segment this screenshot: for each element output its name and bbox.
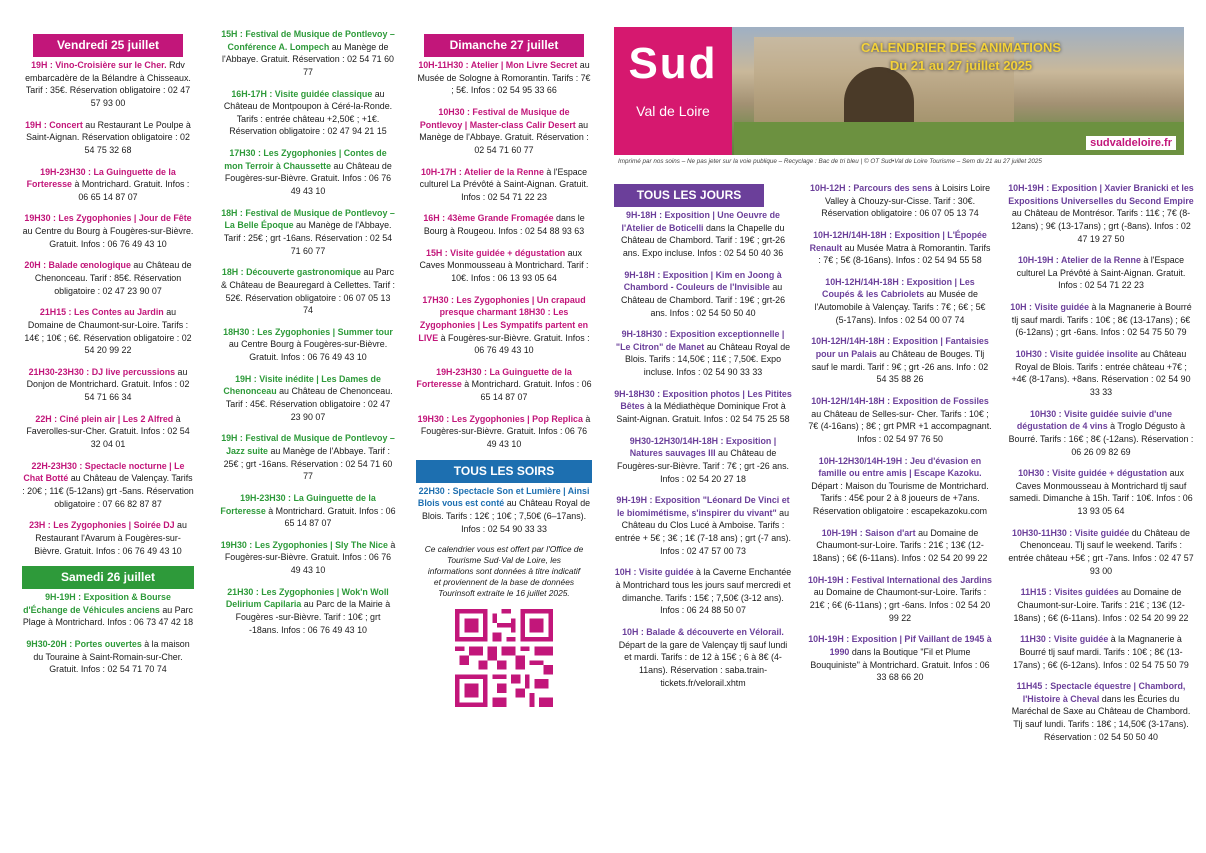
event-title: 10H30 : Visite guidée suivie d'une dégustation de 4 vins [1016, 408, 1173, 432]
event-title: 9H-18H30 : Exposition photos | Les Pitites Bêtes [614, 388, 792, 412]
event-title: 10H-11H30 : Atelier | Mon Livre Secret [418, 60, 578, 71]
event-details: au Château de Fougères-sur-Bièvre. Gratuit. Infos : 06 76 49 43 10 [224, 160, 392, 197]
event-details: au Château Royal de Blois. Tarifs : 14,50€ ; 11€ ; 7,50€. Expo incluse. Infos : 02 54 90 33 33 [624, 341, 791, 378]
event-details: à Fougères-sur-Bièvre. Gratuit. Infos : 06 76 49 43 10 [440, 332, 590, 356]
event-details: au Domaine de Chaumont-sur-Loire. Tarifs : 21€ ; 13€ (12-18ans) ; 6€ (6-11ans). Infos : 02 54 20 99 22 [1013, 587, 1189, 623]
event-title: 17H30 : Les Zygophonies | Contes de mon Terroir à Chaussette [224, 148, 387, 171]
event-title: 18H : Festival de Musique de Pontlevoy – La Belle Époque [221, 207, 395, 231]
event-item [416, 166, 592, 204]
event-details: à la Magnanerie à Bourré tlj sauf mardi. Tarifs : 10€ ; 8€ (13-17ans) ; 6€ (6-12ans) ; grt -6ans. Infos : 02 54 75 50 79 [1011, 302, 1192, 338]
event-item [1008, 633, 1194, 671]
event-item [22, 212, 194, 250]
event-title: 10H30-11H30 : Visite guidée [1012, 527, 1130, 538]
event-details: au Manège de l'Abbaye. Gratuit. Réservation : 02 54 71 60 77 [419, 119, 589, 155]
event-item [22, 413, 194, 451]
event-details: à Troglo Dégusto à Bourré. Tarifs : 16€ ; 8€ (-12ans). Réservation : 06 26 09 82 69 [1008, 421, 1194, 457]
calendar-title-line1: CALENDRIER DES ANIMATIONS [860, 40, 1062, 55]
event-item [22, 591, 194, 629]
event-item [416, 212, 592, 237]
event-title: 19H : Visite inédite | Les Dames de Chenonceau [223, 373, 381, 397]
event-details: au Musée de Sologne à Romorantin. Tarifs : 7€ ; 5€. Infos : 02 54 95 33 66 [417, 60, 591, 96]
event-details: au Château du Clos Lucé à Amboise. Tarifs : entrée + 5€ ; 3€ ; 1€ (7-18 ans) ; grt (-7 ans). Infos : 02 47 57 00 73 [615, 507, 791, 556]
event-title: 21H30 : Les Zygophonies | Wok'n Woll Delirium Capilaria [225, 586, 389, 610]
event-title: 19H30 : Les Zygophonies | Jour de Fête [24, 213, 192, 224]
event-title: 11H30 : Visite guidée [1020, 634, 1109, 645]
event-details: à Fougères-sur-Bièvre. Gratuit. Infos : 06 76 49 43 10 [420, 413, 591, 450]
event-item [22, 638, 194, 676]
event-item [416, 247, 592, 285]
event-item [1008, 586, 1194, 624]
event-item [808, 182, 992, 220]
event-title: 10H : Visite guidée [614, 567, 694, 578]
event-details: dans les Écuries du Maréchal de Saxe au Château de Chambord. Tlj sauf lundi. Tarifs : 18€ ; 14,50€ (3-17ans). Réservation : 02 54 50 50 40 [1011, 693, 1191, 742]
event-details: au Donjon de Montrichard. Gratuit. Infos : 02 54 71 66 34 [26, 366, 190, 403]
event-details: au Manège de l'Abbaye. Tarif : 25€ ; grt -16ans. Réservation : 02 54 71 60 77 [223, 220, 393, 256]
event-details: à la Magnanerie à Bourré tlj sauf mardi. Tarifs : 10€ ; 8€ (13-17ans) ; 6€ (6-12ans). Infos : 02 54 75 50 79 [1013, 634, 1189, 670]
event-details: au Château de Montpoupon à Céré-la-Ronde. Tarifs : entrée château +2,50€ ; +1€. Réservation obligatoire : 02 47 94 21 15 [223, 88, 393, 137]
event-details: Départ de la gare de Valençay tlj sauf lundi et mardi. Tarifs : de 12 à 15€ ; 6 à 8€ (4-11ans). Réservation : saba.train-tickets.fr/velorail.xhtm [618, 639, 788, 688]
event-details: au Château Royal de Blois. Tarifs : 12€ ; 10€ ; 7,50€ (6–17ans). Infos : 02 54 90 33 33 [421, 498, 591, 534]
event-item [416, 485, 592, 536]
event-item [1008, 254, 1194, 292]
event-item [1008, 301, 1194, 339]
event-details: à la Caverne Enchantée à Montrichard tous les jours sauf mercredi et dimanche. Tarifs : 15€ ; 7,50€ (3-12 ans). Infos : 06 24 88 50 07 [615, 567, 792, 616]
event-item [808, 276, 992, 327]
event-details: au Château de Valençay. Tarifs : 20€ ; 11€ (5-12ans) grt -5ans. Réservation obligatoire : 07 66 82 87 87 [22, 473, 194, 509]
event-title: 19H-23H30 : La Guinguette de la Forteresse [416, 366, 572, 390]
tous-les-jours-events-2 [808, 182, 992, 684]
event-item [416, 106, 592, 157]
event-title: 10H-19H : Festival International des Jardins [808, 574, 992, 585]
event-title: 9H30-12H30/14H-18H : Exposition | Natures sauvages III [629, 435, 777, 459]
event-details: au Centre Bourg à Fougères-sur-Bièvre. Gratuit. Infos : 06 76 49 43 10 [228, 339, 388, 363]
column-sunday [416, 34, 592, 707]
tous-les-jours-events [614, 209, 792, 689]
event-item [220, 432, 396, 483]
event-title: 9H-18H : Exposition | Kim en Joong à Chambord - Couleurs de l'Invisible [623, 269, 782, 293]
column-saturday-continued [220, 28, 396, 645]
event-title: 10H-12H30/14H-19H : Jeu d'évasion en famille ou entre amis | Escape Kazoku. [818, 455, 982, 479]
saturday-header: Samedi 26 juillet [22, 566, 194, 589]
event-item [614, 328, 792, 379]
sud-val-de-loire-logo [614, 27, 732, 155]
event-details: au Domaine de Chaumont-sur-Loire. Tarifs : 14€ ; 10€ ; 6€. Réservation obligatoire : 02 54 20 99 22 [24, 307, 192, 356]
tous-les-jours-header: TOUS LES JOURS [614, 184, 764, 207]
logo-val-de-loire: Val de Loire [636, 103, 710, 119]
event-title: 10H30 : Visite guidée + dégustation [1018, 468, 1168, 479]
event-title: 10H-12H/14H-18H : Exposition | Les Coupés & les Cabriolets [822, 276, 975, 300]
qr-code[interactable] [455, 609, 553, 707]
event-item [22, 460, 194, 511]
event-item [22, 259, 194, 297]
event-title: 19H : Festival de Musique de Pontlevoy – Jazz suite [221, 433, 395, 456]
event-title: 22H : Ciné plein air | Les 2 Alfred [35, 413, 174, 424]
event-details: dans la Boutique "Fil et Plume Bouquiniste" à Montrichard. Gratuit. Infos : 06 33 68 66 20 [810, 646, 990, 683]
website-url[interactable]: sudvaldeloire.fr [1086, 136, 1176, 150]
event-item [1008, 182, 1194, 245]
event-item [416, 294, 592, 357]
sunday-events [416, 59, 592, 451]
event-title: 19H : Concert [25, 119, 83, 130]
event-title: 9H-19H : Exposition & Bourse d'Échange de Véhicules anciens [23, 592, 171, 615]
event-item [220, 266, 396, 317]
event-details: à Montrichard. Gratuit. Infos : 06 65 14 87 07 [464, 379, 592, 403]
event-item [614, 269, 792, 320]
event-details: à la maison du Touraine à Saint-Romain-sur-Cher. Gratuit. Infos : 02 54 71 70 74 [33, 639, 190, 675]
event-title: 9H-18H : Exposition | Une Oeuvre de l'Atelier de Boticelli [621, 210, 780, 233]
event-title: 19H30 : Les Zygophonies | Pop Replica [417, 413, 583, 424]
event-title: 15H : Festival de Musique de Pontlevoy – Conférence A. Lompech [221, 29, 395, 52]
event-item [614, 566, 792, 617]
event-item [614, 494, 792, 557]
event-details: du Château de Chenonceau. Tlj sauf le weekend. Tarifs : entrée château +5€ ; grt -7ans. Infos : 02 47 57 93 00 [1008, 527, 1194, 576]
event-details: au Château de Bouges. Tlj sauf le mardi. Tarif : 9€ ; grt -26 ans. Info : 02 54 35 88 26 [811, 349, 989, 385]
column-tous-les-jours-3 [1008, 182, 1194, 752]
event-item [808, 229, 992, 267]
event-title: 11H15 : Visites guidées [1020, 587, 1119, 598]
event-item [22, 59, 194, 110]
event-item [416, 413, 592, 451]
event-title: 22H30 : Spectacle Son et Lumière | Ainsi Blois vous est conté [417, 485, 590, 509]
tous-les-soirs-header: TOUS LES SOIRS [416, 460, 592, 483]
event-details: à Faverolles-sur-Cher. Gratuit. Infos : 02 54 32 04 01 [26, 413, 190, 450]
event-item [1008, 348, 1194, 399]
calendar-title-line2: Du 21 au 27 juillet 2025 [889, 57, 1033, 73]
event-details: au Centre du Bourg à Fougères-sur-Bièvre. Gratuit. Infos : 06 76 49 43 10 [22, 226, 194, 249]
event-item [614, 388, 792, 426]
sunday-header: Dimanche 27 juillet [424, 34, 584, 57]
event-title: 18H30 : Les Zygophonies | Summer tour [223, 326, 393, 337]
event-item [220, 28, 396, 79]
event-item [220, 326, 396, 364]
event-details: au Château Royal de Blois. Tarifs : entrée château +7€ ; +4€ (8-17ans). +8ans. Réservation : 02 54 90 33 33 [1011, 349, 1191, 397]
calendar-title [846, 39, 1076, 74]
event-item [614, 209, 792, 260]
event-item [614, 435, 792, 486]
event-item [22, 166, 194, 204]
event-details: au Parc & Château de Beauregard à Cellettes. Tarif : 52€. Réservation obligatoire : 06 07 05 13 74 [221, 267, 395, 316]
event-details: au Château de Montrésor. Tarifs : 11€ ; 7€ (8-12ans) ; 9€ (13-17ans) ; grt (-8ans). Infos : 02 47 19 27 50 [1011, 208, 1191, 244]
event-details: au Musée de l'Automobile à Valençay. Tarifs : 7€ ; 6€ ; 5€ (5-17ans). Infos : 02 54 00 07 74 [814, 289, 986, 325]
event-title: 9H-18H30 : Exposition exceptionnelle | "Le Citron" de Manet [615, 329, 785, 352]
event-details: à l'Espace culturel La Prévôté à Saint-Aignan. Gratuit. Infos : 02 54 71 22 23 [419, 166, 589, 202]
event-item [1008, 527, 1194, 578]
event-item [220, 88, 396, 139]
event-title: 9H-19H : Exposition "Léonard De Vinci et le biomimétisme, s'inspirer du vivant" [616, 495, 790, 518]
event-details: à Fougères-sur-Bièvre. Gratuit. Infos : 06 76 49 43 10 [224, 539, 396, 576]
event-item [808, 527, 992, 565]
event-title: 10H-12H/14H-18H : Exposition | L'Épopée Renault [809, 229, 987, 253]
event-title: 9H30-20H : Portes ouvertes [26, 639, 142, 650]
event-title: 16H : 43ème Grande Fromagée [423, 213, 554, 224]
event-title: 16H-17H : Visite guidée classique [231, 88, 373, 99]
event-title: 10H : Balade & découverte en Vélorail. [622, 626, 784, 637]
event-title: 21H15 : Les Contes au Jardin [39, 307, 164, 318]
event-item [220, 373, 396, 424]
event-details: au Restaurant l'Avarum à Fougères-sur-Bièvre. Gratuit. Infos : 06 76 49 43 10 [34, 520, 187, 556]
event-item [808, 455, 992, 518]
event-details: au Manège de l'Abbaye. Gratuit. Réservation : 02 54 71 60 77 [222, 41, 394, 77]
event-title: 11H45 : Spectacle équestre | Chambord, l'Histoire à Cheval [1016, 681, 1186, 704]
event-details: aux Caves Monmousseau à Montrichard. Tarif : 10€. Infos : 06 13 93 05 64 [419, 247, 589, 283]
event-title: 19H : Vino-Croisière sur le Cher. [31, 60, 167, 71]
event-item [416, 59, 592, 97]
event-item [808, 633, 992, 684]
event-details: au Restaurant Le Poulpe à Saint-Aignan. Réservation obligatoire : 02 54 75 32 68 [26, 119, 191, 155]
event-details: à l'Espace culturel La Prévôté à Saint-Aignan. Gratuit. Infos : 02 54 71 22 23 [1016, 255, 1186, 291]
event-title: 10H30 : Festival de Musique de Pontlevoy | Master-class Calir Desert [419, 106, 576, 130]
tous-les-soirs-events [416, 485, 592, 536]
event-details: au Parc Plage à Montrichard. Infos : 06 73 47 42 18 [22, 604, 194, 628]
event-item [22, 119, 194, 157]
tous-les-jours-events-3 [1008, 182, 1194, 743]
event-details: au Château de Selles-sur- Cher. Tarifs : 10€ ; 7€ (4-16ans) ; 8€ ; grt PMR +1 accompagnant. Infos : 02 54 97 76 50 [808, 408, 992, 444]
event-item [220, 586, 396, 637]
event-item [808, 574, 992, 625]
event-details: au Domaine de Chaumont-sur-Loire. Tarifs : 21€ ; 13€ (12-18ans) ; 6€ (6-11ans). Infos : 02 54 20 99 22 [812, 527, 988, 564]
event-details: au Parc de la Mairie à Fougères -sur-Bièvre. Tarif : 10€ ; grt -18ans. Infos : 06 76 49 43 10 [235, 599, 391, 635]
event-details: au Château de Chambord. Tarif : 19€ ; grt-26 ans. Infos : 02 54 50 50 40 [620, 282, 786, 318]
column-tous-les-jours-2 [808, 182, 992, 693]
event-item [22, 519, 194, 557]
event-details: dans le Bourg à Rougeou. Infos : 02 54 88 93 63 [423, 213, 585, 237]
event-item [22, 366, 194, 404]
event-details: au Musée Matra à Romorantin. Tarifs : 7€ ; 5€ (8-16ans). Infos : 02 54 94 55 58 [818, 242, 991, 266]
event-item [1008, 408, 1194, 459]
office-tourisme-note: Ce calendrier vous est offert par l'Office de Tourisme Sud·Val de Loire, les informations sont données à titre indicatif et proviennent de la base de données Tourinsoft extraite le 16 juillet 2025. [424, 544, 584, 598]
event-item [1008, 680, 1194, 743]
event-title: 23H : Les Zygophonies | Soirée DJ [29, 520, 175, 531]
event-item [808, 335, 992, 386]
event-item [416, 366, 592, 404]
event-title: 10H-12H : Parcours des sens [809, 183, 933, 193]
event-item [220, 207, 396, 258]
event-item [614, 626, 792, 689]
event-item [220, 492, 396, 530]
saturday-events-continued [220, 28, 396, 636]
event-title: 22H-23H30 : Spectacle nocturne | Le Chat Botté [23, 460, 185, 484]
event-details: au Château de Fougères-sur-Bièvre. Tarif : 7€ ; grt -26 ans. Infos : 02 54 20 27 18 [617, 448, 789, 484]
event-title: 20H : Balade œnologique [24, 260, 131, 271]
event-title: 10H-12H/14H-18H : Exposition | Fantaisies pour un Palais [811, 336, 989, 360]
friday-header: Vendredi 25 juillet [33, 34, 183, 57]
event-title: 10H30 : Visite guidée insolite [1015, 349, 1138, 360]
event-title: 10H : Visite guidée [1010, 302, 1090, 313]
event-title: 17H30 : Les Zygophonies | Un crapaud presque charmant 18H30 : Les Zygophonies | Les Sympatifs partent en LIVE [418, 294, 589, 343]
event-title: 10H-19H : Saison d'art [821, 527, 916, 538]
event-details: Départ : Maison du Tourisme de Montrichard. Tarifs : 45€ pour 2 à 8 joueurs de +7ans. Réservation obligatoire : escapekazoku.com [811, 480, 989, 517]
friday-events [22, 59, 194, 557]
event-details: au Domaine de Chaumont-sur-Loire. Tarifs : 21€ ; 6€ (6-11ans) ; grt -6ans. Infos : 02 54 20 99 22 [809, 587, 991, 623]
event-details: au Château de Chenonceau. Tarif : 45€. Réservation obligatoire : 02 47 23 90 07 [225, 386, 393, 422]
event-title: 10H-19H : Exposition | Pif Vaillant de 1945 à 1990 [808, 634, 992, 657]
event-title: 10H-17H : Atelier de la Renne [420, 166, 544, 177]
event-title: 10H-19H : Exposition | Xavier Branicki et les Expositions Universelles du Second Empire [1008, 183, 1194, 206]
event-details: à Montrichard. Gratuit. Infos : 06 65 14 87 07 [74, 179, 190, 202]
event-details: aux Caves Monmousseau à Montrichard tlj sauf samedi. Dimanche à 15h. Tarif : 10€. Infos : 06 13 93 05 64 [1009, 468, 1193, 517]
event-details: à Montrichard. Gratuit. Infos : 06 65 14 87 07 [268, 505, 396, 529]
logo-sud: Sud [628, 39, 718, 88]
event-title: 21H30-23H30 : DJ live percussions [28, 366, 176, 377]
print-notice: Imprimé par nos soins – Ne pas jeter sur la voie publique – Recyclage : Bac de tri bleu | © OT Sud•Val de Loire Tourisme – Sem du 21 au 27 juillet 2025 [618, 158, 1042, 165]
event-details: dans la Chapelle du Château de Chambord. Tarif : 19€ ; grt-26 ans. Expo incluse. Infos : 02 54 50 40 36 [620, 222, 786, 258]
event-item [220, 539, 396, 577]
event-title: 10H-12H/14H-18H : Exposition de Fossiles [811, 395, 989, 406]
event-title: 19H30 : Les Zygophonies | Sly The Nice [220, 539, 388, 550]
saturday-events [22, 591, 194, 676]
event-details: à Loisirs Loire Valley à Chouzy-sur-Cisse. Tarif : 30€. Réservation obligatoire : 06 07 05 13 74 [821, 183, 991, 219]
event-details: au Château de Chenonceau. Tarif : 85€. Réservation obligatoire : 02 47 23 90 07 [34, 260, 192, 296]
header-banner [614, 27, 1184, 155]
column-friday-saturday [22, 34, 194, 685]
event-details: au Manège de l'Abbaye. Tarif : 25€ ; grt -16ans. Réservation : 02 54 71 60 77 [223, 445, 393, 482]
event-title: 18H : Découverte gastronomique [221, 267, 361, 278]
event-details: Rdv embarcadère de la Bélandre à Chisseaux. Tarif : 35€. Réservation obligatoire : 02 47 57 93 00 [25, 60, 191, 108]
column-tous-les-jours [614, 184, 792, 698]
event-title: 19H-23H30 : La Guinguette de la Forteresse [220, 492, 376, 516]
event-item [1008, 467, 1194, 518]
event-title: 10H-19H : Atelier de la Renne [1017, 255, 1141, 266]
event-item [22, 306, 194, 357]
event-title: 15H : Visite guidée + dégustation [426, 247, 566, 258]
event-item [220, 147, 396, 198]
event-title: 19H-23H30 : La Guinguette de la Forteresse [26, 166, 176, 190]
event-details: à la Médiathèque Dominique Frot à Saint-Aignan. Gratuit. Infos : 02 54 75 25 58 [616, 401, 790, 424]
event-item [808, 395, 992, 446]
